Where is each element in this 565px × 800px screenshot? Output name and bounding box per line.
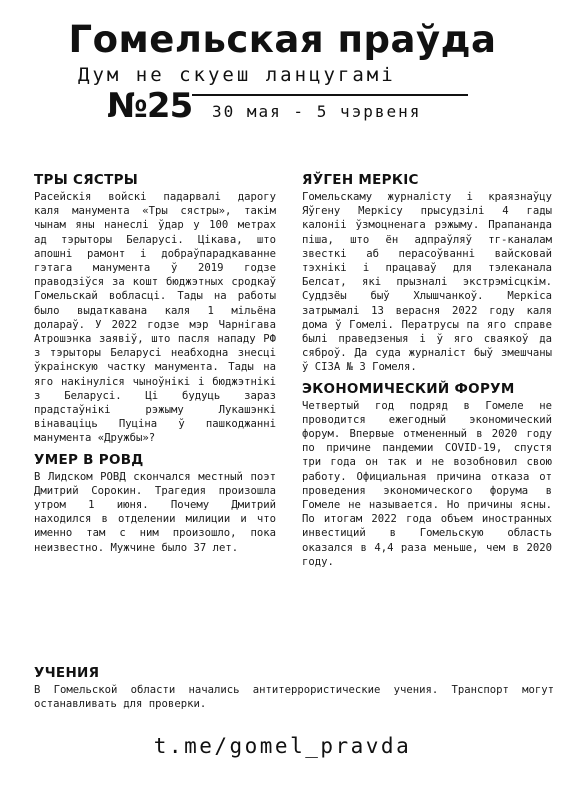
article-text: В Лидском РОВД скончался местный поэт Дмитрий Сорокин. Трагедия произошла утром 1 июня. Почему Дмитрий находился в отделении милиции и что именно там с ним произошло, пока неизвестно. Мужчине было 37 лет. [34,470,276,554]
article-umer-v-rovd [34,452,276,555]
article-heading: УЧЕНИЯ [34,665,100,681]
article-heading: ТРЫ СЯСТРЫ [34,172,139,188]
article-text: В Гомельской области начались антитеррористические учения. Транспорт могут останавливать для проверки. [34,684,554,711]
article-text: Расейскія войскі падарвалі дарогу каля манумента «Тры сястры», такім чынам яны нанеслі ўдар у 100 метрах ад тэрыторы Беларусі. Цікава, што апошні рамонт і добраўпарадкаванне гэтага манумента ў 2019 годзе праводзіўся за кошт бюджэтных сродкаў Гомельскай вобласці. Тады на работы было выдаткавана каля 1 мільёна долараў. У 2022 годзе мэр Чарнігава Атрошэнка заявіў, што пасля нападу РФ з тэрыторы Беларусі неабходна знесці ўкраінскую частку манумента. Тады на яго накінуліся чыноўнікі і бюджэтнікі з Беларусі. Ці будуць зараз прадстаўнікі рэжыму Лукашэнкі вінаваціць Пуціна ў пашкоджанні манумента «Дружбы»? [34,191,276,445]
newspaper-title: Гомельская праўда [68,18,497,61]
right-column [302,172,552,575]
masthead [0,0,565,150]
article-ekonomicheskiy-forum [302,381,552,569]
article-heading: ЭКОНОМИЧЕСКИЙ ФОРУМ [302,380,515,397]
newspaper-slogan: Дум не скуеш ланцугамі [78,64,396,86]
article-heading: УМЕР В РОВД [34,451,144,468]
issue-dates: 30 мая - 5 чэрвеня [212,102,422,121]
masthead-rule [192,94,468,96]
article-try-syastry [34,172,276,446]
article-heading: ЯЎГЕН МЕРКІС [302,172,419,188]
article-yaugen-merkis [302,172,552,375]
article-text: Четвертый год подряд в Гомеле не проводится ежегодный экономический форум. Впервые отмененный в 2020 году по причине пандемии COVID-19, спустя три года он так и не возобновил свою работу. Официальная причина отказа от проведения экономического форума в Гомеле не называется. Но причины ясны. По итогам 2022 года объем иностранных инвестиций в Гомельскую область оказался в 4,4 раза меньше, чем в 2020 году. [302,399,552,568]
article-ucheniya [34,665,554,717]
article-text: Гомельскаму журналісту і краязнаўцу Яўгену Меркісу прысудзілі 4 гады калоніі ўзмоцненага рэжыму. Прапананда піша, што ён адпраўляў тг-каналам звесткі аб перасоўванні вайсковай тэхнікі і працаваў для тэлеканала Белсат, які прызналі экстрэмісцкім. Суддзёы быў Хлышчанкоў. Меркіса затрымалі 13 верасня 2022 году каля дома ў Гомелі. Пeратрусы па яго справе былі праведзеныя і ў яго сваякоў да сяброў. Да суда журналіст быў змешчаны ў СІЗА № 3 Гомеля. [302,191,552,374]
left-column [34,172,276,561]
issue-number: №25 [107,86,193,126]
telegram-link[interactable]: t.me/gomel_pravda [153,734,412,758]
